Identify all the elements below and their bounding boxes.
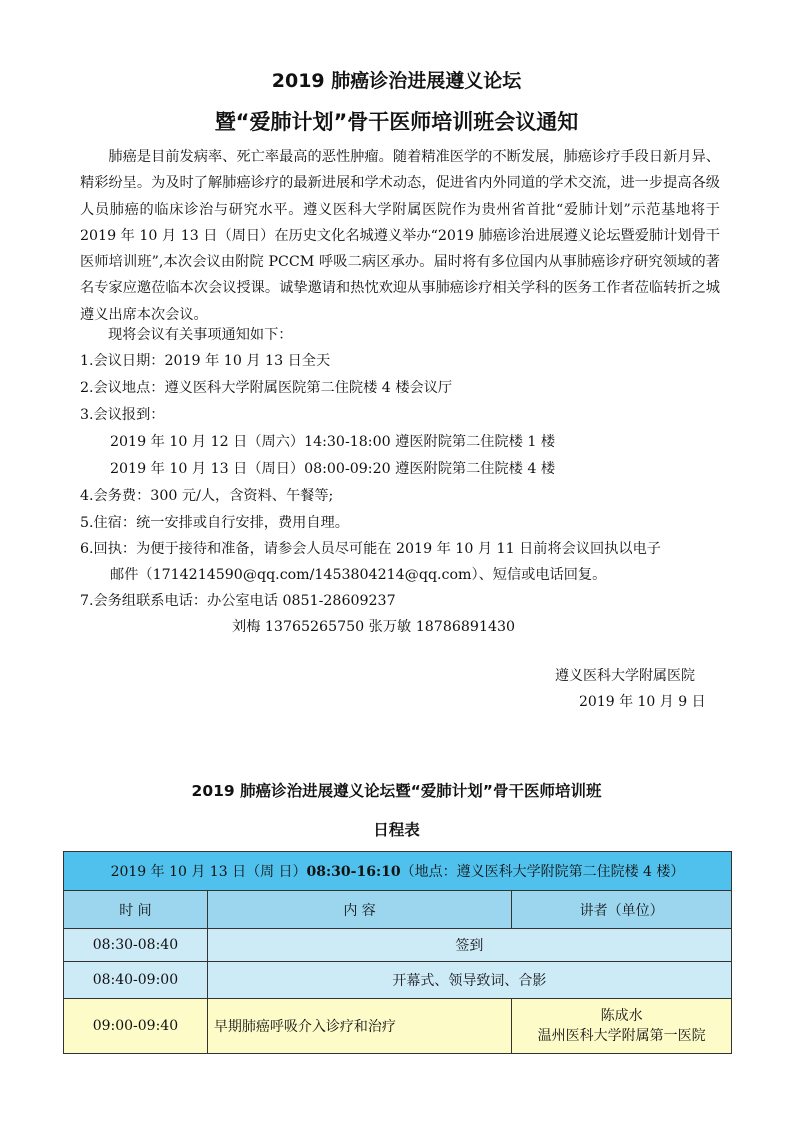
title-line-1: 2019 肺癌诊治进展遵义论坛 [271, 70, 522, 92]
row-content: 签到 [207, 929, 731, 962]
row-content: 早期肺癌呼吸介入诊疗和治疗 [207, 999, 511, 1054]
item-contact-line-1: 7.会务组联系电话：办公室电话 0851-28609237 [80, 593, 396, 609]
header-content: 内 容 [207, 891, 511, 929]
schedule-header-row [64, 891, 732, 929]
item-fee: 4.会务费：300 元/人，含资料、午餐等; [80, 488, 334, 504]
row-unit: 温州医科大学附属第一医院 [537, 1028, 706, 1044]
schedule-banner [64, 852, 732, 891]
item-registration-2: 2019 年 10 月 13 日（周日）08:00-09:20 遵医附院第二住院楼 4 楼 [110, 461, 556, 477]
row-time: 08:30-08:40 [64, 929, 208, 962]
schedule-table [63, 851, 732, 1054]
signature-date: 2019 年 10 月 9 日 [579, 694, 706, 710]
title-line-2: 暨“爱肺计划”骨干医师培训班会议通知 [214, 110, 579, 134]
notice-lead: 现将会议有关事项通知如下： [108, 327, 293, 343]
table-row [64, 929, 732, 962]
row-speaker: 陈成水 [600, 1008, 643, 1024]
item-registration-1: 2019 年 10 月 12 日（周六）14:30-18:00 遵医附院第二住院楼 1 楼 [110, 434, 556, 450]
item-contact-line-2: 刘梅 13765265750 张万敏 18786891430 [232, 619, 516, 635]
header-time: 时 间 [64, 891, 208, 929]
row-time: 09:00-09:40 [64, 999, 208, 1054]
row-content: 开幕式、领导致词、合影 [207, 962, 731, 999]
banner-location: （地点：遵义医科大学附院第二住院楼 4 楼） [400, 864, 685, 880]
row-time: 08:40-09:00 [64, 962, 208, 999]
row-speaker-cell [512, 999, 732, 1054]
item-lodging: 5.住宿：统一安排或自行安排，费用自理。 [80, 515, 349, 531]
schedule-title: 2019 肺癌诊治进展遵义论坛暨“爱肺计划”骨干医师培训班 [191, 782, 602, 800]
item-date: 1.会议日期：2019 年 10 月 13 日全天 [80, 353, 331, 369]
signature-org: 遵义医科大学附属医院 [555, 668, 695, 684]
table-row [64, 962, 732, 999]
table-row [64, 999, 732, 1054]
item-reply-line-2: 邮件（1714214590@qq.com/1453804214@qq.com）、短信或电话回复。 [110, 567, 607, 583]
item-reply-line-1: 6.回执：为便于接待和准备，请参会人员尽可能在 2019 年 10 月 11 日前将会议回执以电子 [80, 541, 661, 557]
item-registration: 3.会议报到： [80, 407, 165, 423]
schedule-banner-row [64, 852, 732, 891]
intro-paragraph: 肺癌是目前发病率、死亡率最高的恶性肿瘤。随着精准医学的不断发展，肺癌诊疗手段日新月异、精彩纷呈。为及时了解肺癌诊疗的最新进展和学术动态，促进省内外同道的学术交流，进一步提高各级人员肺癌的临床诊治与研究水平。遵义医科大学附属医院作为贵州省首批“爱肺计划”示范基地将于 2019 年 10 月 13 日（周日）在历史文化名城遵义举办“2019 肺癌诊治进展遵义论坛暨爱肺计划骨干医师培训班”,本次会议由附院 PCCM 呼吸二病区承办。届时将有多位国内从事肺癌诊疗研究领域的著名专家应邀莅临本次会议授课。诚挚邀请和热忱欢迎从事肺癌诊疗相关学科的医务工作者莅临转折之城遵义出席本次会议。 [80, 149, 720, 323]
banner-time: 08:30-16:10 [306, 864, 401, 880]
item-venue: 2.会议地点：遵义医科大学附属医院第二住院楼 4 楼会议厅 [80, 380, 453, 396]
banner-date: 2019 年 10 月 13 日（周 日） [110, 864, 307, 880]
header-speaker: 讲者（单位） [512, 891, 732, 929]
schedule-subtitle: 日程表 [373, 821, 420, 839]
